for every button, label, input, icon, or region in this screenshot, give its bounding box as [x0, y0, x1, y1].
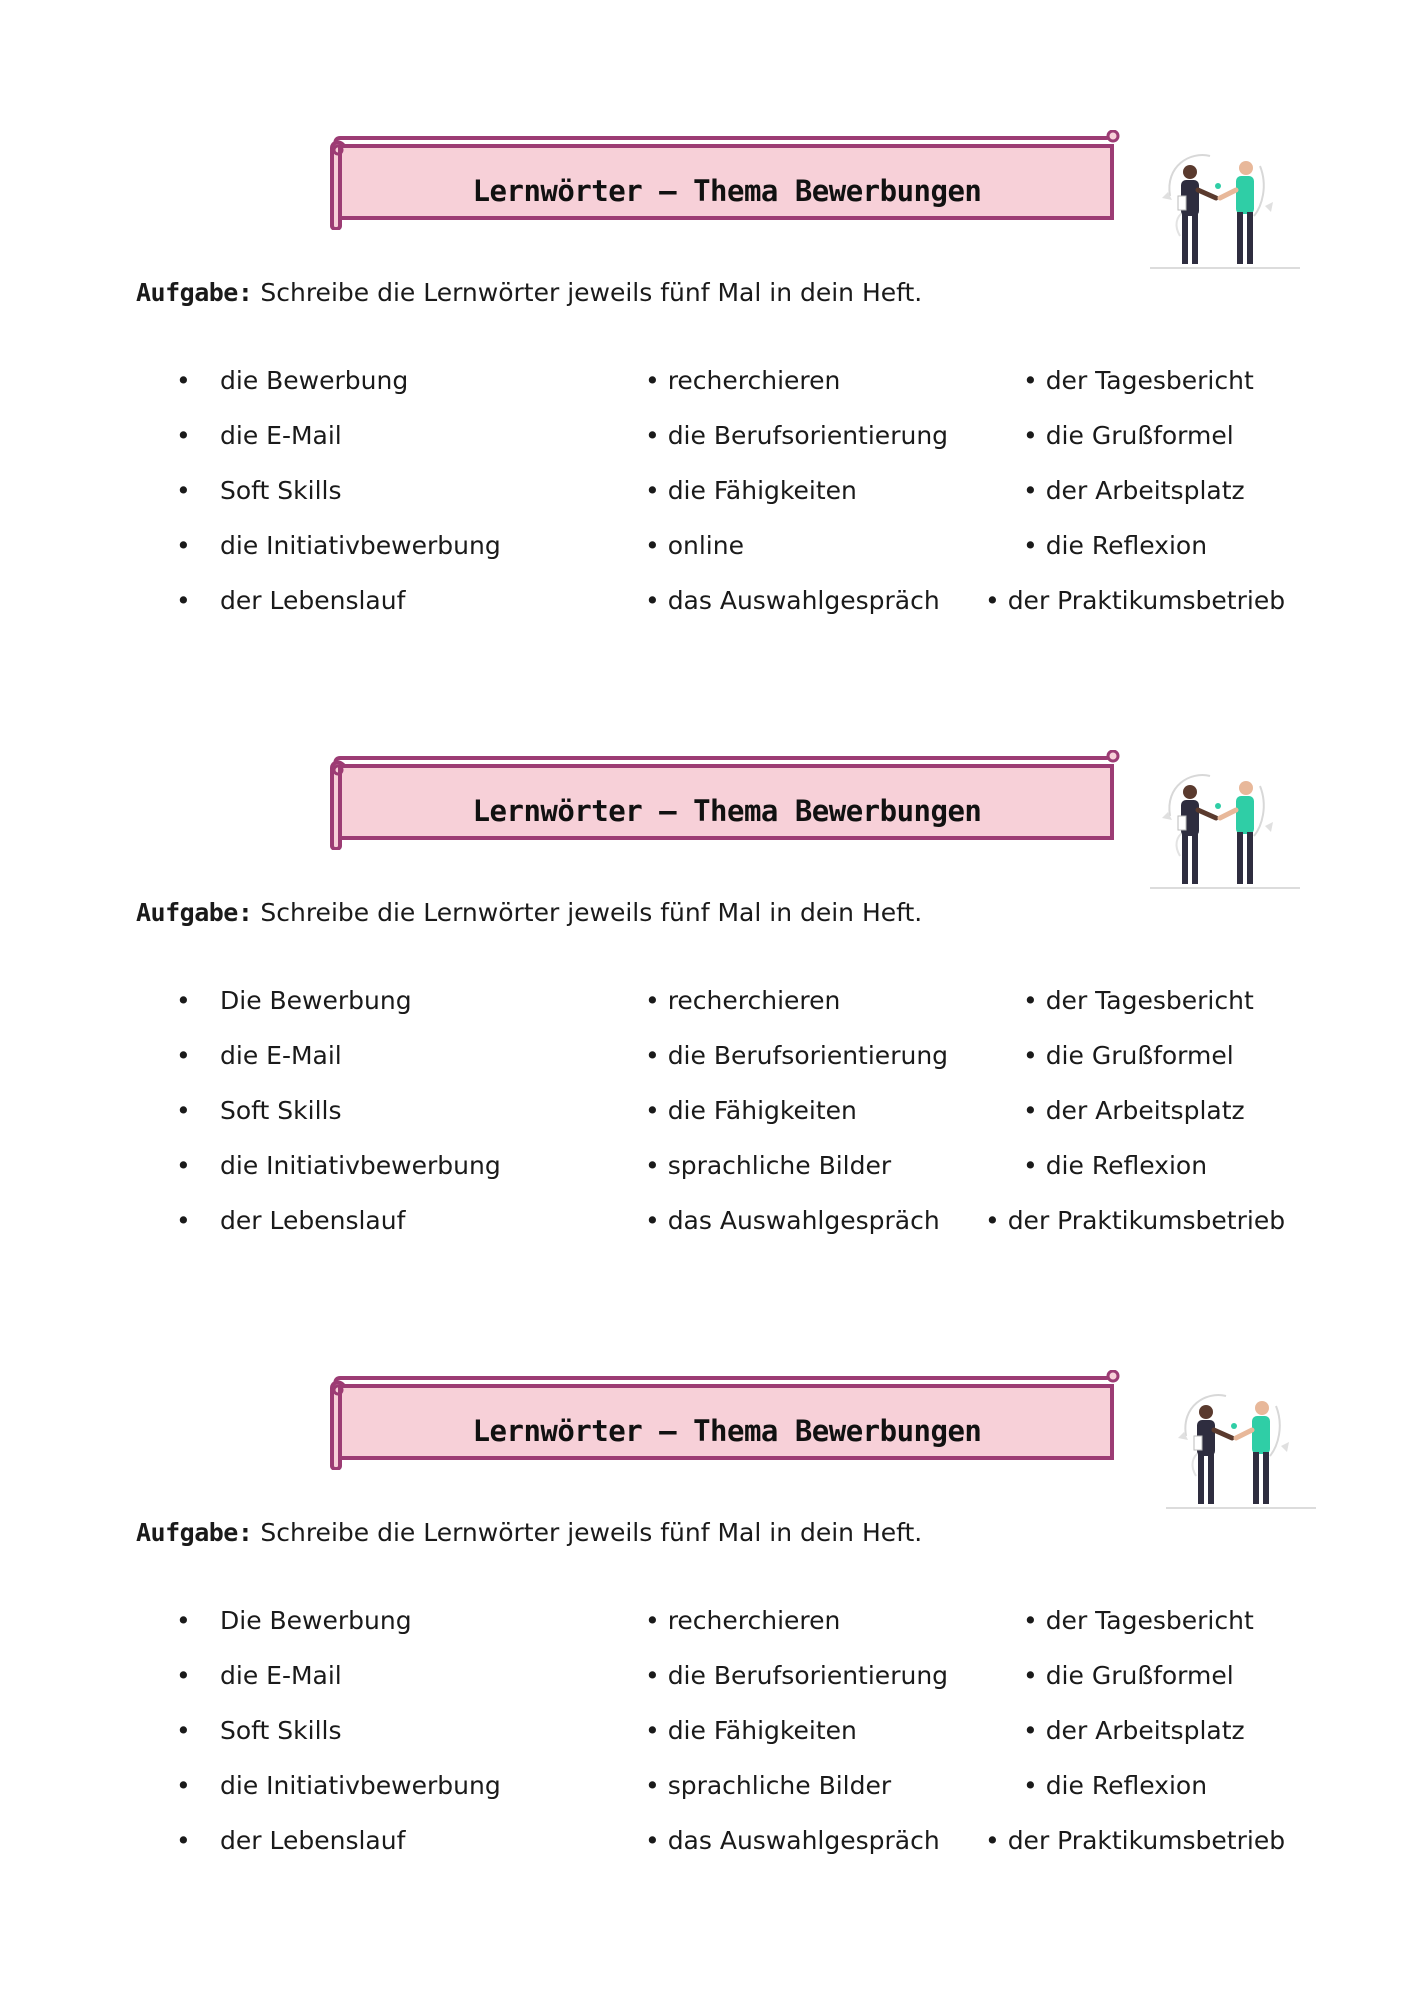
task-label: Aufgabe: — [136, 1518, 253, 1547]
list-item — [176, 1770, 576, 1825]
handshake-illustration-icon — [1166, 1386, 1316, 1512]
list-item: • sprachliche Bilder — [645, 1151, 892, 1180]
list-item: • die Fähigkeiten — [645, 476, 857, 505]
list-item: • der Praktikumsbetrieb — [985, 1826, 1286, 1855]
title-banner — [326, 130, 1126, 230]
section-title: Lernwörter – Thema Bewerbungen — [472, 174, 982, 208]
bullet: • — [176, 1661, 191, 1690]
bullet: • — [176, 366, 191, 395]
list-item — [176, 1205, 576, 1260]
word: der Lebenslauf — [220, 1826, 406, 1855]
vocab-section-3 — [0, 1370, 1414, 1990]
list-item: • der Praktikumsbetrieb — [985, 586, 1286, 615]
title-banner — [326, 750, 1126, 850]
list-item: • der Arbeitsplatz — [1023, 1096, 1245, 1125]
list-item: • die Reflexion — [1023, 1771, 1208, 1800]
list-item: • der Tagesbericht — [1023, 986, 1254, 1015]
bullet: • — [176, 1716, 191, 1745]
task-text: Schreibe die Lernwörter jeweils fünf Mal in dein Heft. — [252, 1518, 923, 1547]
word: die E-Mail — [220, 1661, 342, 1690]
vocab-section-1 — [0, 130, 1414, 750]
word: die Bewerbung — [220, 366, 409, 395]
list-item — [176, 475, 576, 530]
list-item: • die Berufsorientierung — [645, 421, 949, 450]
word: der Lebenslauf — [220, 1206, 406, 1235]
bullet: • — [176, 1606, 191, 1635]
list-item — [176, 1040, 576, 1095]
list-item — [176, 1660, 576, 1715]
word-column-3 — [985, 1605, 1315, 1885]
bullet: • — [176, 586, 191, 615]
handshake-illustration-icon — [1150, 146, 1300, 272]
title-banner — [326, 1370, 1126, 1470]
list-item — [176, 1150, 576, 1205]
word-column-3 — [985, 985, 1315, 1265]
task-label: Aufgabe: — [136, 898, 253, 927]
list-item — [176, 985, 576, 1040]
bullet: • — [176, 986, 191, 1015]
list-item — [176, 1715, 576, 1770]
task-instruction — [136, 898, 922, 927]
word: Soft Skills — [220, 476, 342, 505]
list-item: • recherchieren — [645, 986, 841, 1015]
bullet: • — [176, 1096, 191, 1125]
section-title: Lernwörter – Thema Bewerbungen — [472, 794, 982, 828]
word-column-2 — [645, 1605, 1005, 1885]
list-item: • recherchieren — [645, 366, 841, 395]
word-column-1 — [176, 1605, 576, 1885]
bullet: • — [176, 1771, 191, 1800]
task-text: Schreibe die Lernwörter jeweils fünf Mal in dein Heft. — [252, 898, 923, 927]
word: die Initiativbewerbung — [220, 1771, 501, 1800]
bullet: • — [176, 1206, 191, 1235]
list-item: • die Grußformel — [1023, 421, 1234, 450]
list-item — [176, 365, 576, 420]
list-item — [176, 585, 576, 640]
list-item — [176, 530, 576, 585]
bullet: • — [176, 1041, 191, 1070]
word-column-2 — [645, 365, 1005, 645]
word: die E-Mail — [220, 421, 342, 450]
bullet: • — [176, 476, 191, 505]
word: Die Bewerbung — [220, 1606, 412, 1635]
list-item: • der Tagesbericht — [1023, 366, 1254, 395]
list-item: • die Reflexion — [1023, 531, 1208, 560]
word-column-1 — [176, 985, 576, 1265]
list-item: • die Fähigkeiten — [645, 1716, 857, 1745]
task-text: Schreibe die Lernwörter jeweils fünf Mal in dein Heft. — [252, 278, 923, 307]
list-item: • das Auswahlgespräch — [645, 1206, 940, 1235]
list-item: • die Berufsorientierung — [645, 1041, 949, 1070]
list-item: • der Tagesbericht — [1023, 1606, 1254, 1635]
bullet: • — [176, 531, 191, 560]
task-instruction — [136, 1518, 922, 1547]
list-item: • die Berufsorientierung — [645, 1661, 949, 1690]
word: Die Bewerbung — [220, 986, 412, 1015]
word-column-2 — [645, 985, 1005, 1265]
bullet: • — [176, 421, 191, 450]
word-column-1 — [176, 365, 576, 645]
bullet: • — [176, 1151, 191, 1180]
list-item: • online — [645, 531, 744, 560]
section-title: Lernwörter – Thema Bewerbungen — [472, 1414, 982, 1448]
bullet: • — [176, 1826, 191, 1855]
list-item: • das Auswahlgespräch — [645, 586, 940, 615]
word: die Initiativbewerbung — [220, 531, 501, 560]
word: Soft Skills — [220, 1096, 342, 1125]
task-instruction — [136, 278, 922, 307]
list-item: • sprachliche Bilder — [645, 1771, 892, 1800]
list-item: • der Praktikumsbetrieb — [985, 1206, 1286, 1235]
list-item — [176, 420, 576, 475]
list-item: • der Arbeitsplatz — [1023, 1716, 1245, 1745]
handshake-illustration-icon — [1150, 766, 1300, 892]
list-item — [176, 1825, 576, 1880]
list-item: • recherchieren — [645, 1606, 841, 1635]
word-column-3 — [985, 365, 1315, 645]
list-item — [176, 1095, 576, 1150]
list-item: • die Grußformel — [1023, 1041, 1234, 1070]
list-item: • die Grußformel — [1023, 1661, 1234, 1690]
task-label: Aufgabe: — [136, 278, 253, 307]
word: der Lebenslauf — [220, 586, 406, 615]
list-item: • die Reflexion — [1023, 1151, 1208, 1180]
list-item — [176, 1605, 576, 1660]
vocab-section-2 — [0, 750, 1414, 1370]
word: die E-Mail — [220, 1041, 342, 1070]
list-item: • der Arbeitsplatz — [1023, 476, 1245, 505]
word: die Initiativbewerbung — [220, 1151, 501, 1180]
list-item: • die Fähigkeiten — [645, 1096, 857, 1125]
list-item: • das Auswahlgespräch — [645, 1826, 940, 1855]
word: Soft Skills — [220, 1716, 342, 1745]
